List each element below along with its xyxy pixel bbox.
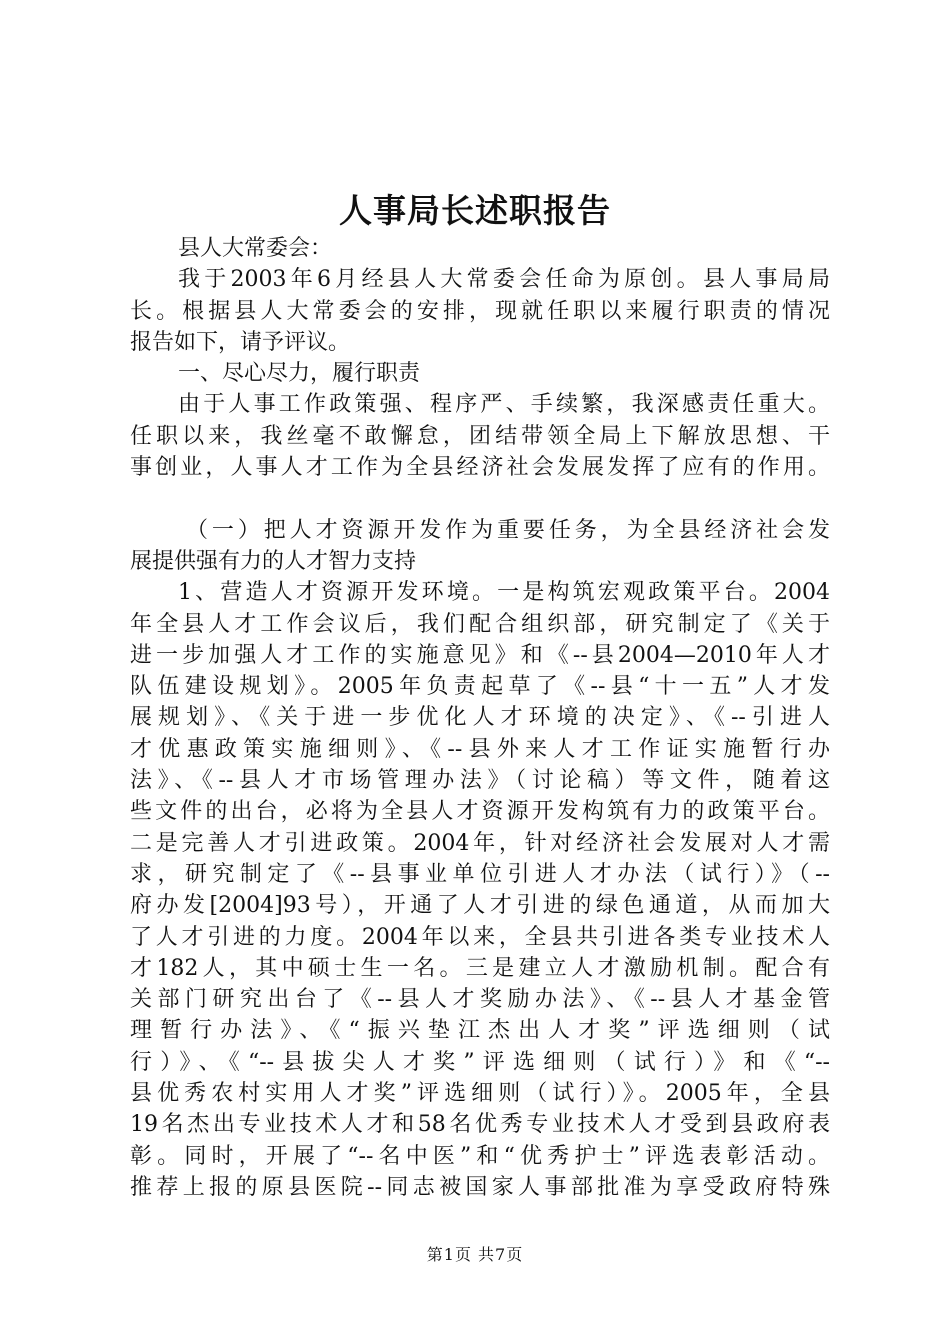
subsection-heading: 展提供强有力的人才智力支持 bbox=[130, 548, 417, 574]
paragraph-line: 报告如下，请予评议。 bbox=[130, 329, 351, 355]
paragraph-line: 展规划》、《关于进一步优化人才环境的决定》、《--引进人 bbox=[130, 705, 830, 731]
paragraph-line: 才优惠政策实施细则》、《--县外来人才工作证实施暂行办 bbox=[130, 736, 830, 762]
section-heading: 一、尽心尽力，履行职责 bbox=[178, 361, 421, 387]
paragraph-line: 队伍建设规划》。2005年负责起草了《--县“十一五”人才发 bbox=[130, 674, 830, 700]
document-body bbox=[130, 233, 830, 1203]
paragraph-line: 进一步加强人才工作的实施意见》和《--县2004—2010年人才 bbox=[130, 642, 830, 668]
paragraph-line: 府办发[2004]93号），开通了人才引进的绿色通道，从而加大 bbox=[130, 893, 830, 919]
paragraph-line: 由于人事工作政策强、程序严、手续繁，我深感责任重大。 bbox=[178, 392, 830, 418]
paragraph-line: 才182人，其中硕士生一名。三是建立人才激励机制。配合有 bbox=[130, 955, 830, 981]
paragraph-line: 彰。同时，开展了“--名中医”和“优秀护士”评选表彰活动。 bbox=[130, 1143, 830, 1169]
document-title: 人事局长述职报告 bbox=[339, 191, 611, 230]
paragraph-line: 了人才引进的力度。2004年以来，全县共引进各类专业技术人 bbox=[130, 924, 830, 950]
paragraph-line: 二是完善人才引进政策。2004年，针对经济社会发展对人才需 bbox=[130, 830, 830, 856]
page-footer: 第1页 共7页 bbox=[426, 1245, 524, 1264]
paragraph-line: 事创业，人事人才工作为全县经济社会发展发挥了应有的作用。 bbox=[130, 455, 830, 481]
paragraph-line: 法》、《--县人才市场管理办法》（讨论稿）等文件，随着这 bbox=[130, 768, 830, 794]
paragraph-line: 我于2003年6月经县人大常委会任命为原创。县人事局局 bbox=[178, 267, 830, 293]
paragraph-line: 任职以来，我丝毫不敢懈怠，团结带领全局上下解放思想、干 bbox=[130, 423, 830, 449]
paragraph-line: 推荐上报的原县医院--同志被国家人事部批准为享受政府特殊 bbox=[130, 1174, 830, 1200]
paragraph-line: 县优秀农村实用人才奖”评选细则（试行）》。2005年，全县 bbox=[130, 1081, 830, 1107]
paragraph-line: 1、营造人才资源开发环境。一是构筑宏观政策平台。2004 bbox=[178, 580, 830, 606]
salutation-line: 县人大常委会： bbox=[178, 236, 333, 261]
paragraph-line: 年全县人才工作会议后，我们配合组织部，研究制定了《关于 bbox=[130, 611, 830, 637]
paragraph-line: 行）》、《“--县拔尖人才奖”评选细则（试行）》和《“-- bbox=[130, 1049, 830, 1075]
paragraph-line: 关部门研究出台了《--县人才奖励办法》、《--县人才基金管 bbox=[130, 987, 830, 1013]
paragraph-line: 求，研究制定了《--县事业单位引进人才办法（试行）》（-- bbox=[130, 861, 830, 887]
paragraph-gap bbox=[130, 483, 830, 514]
subsection-heading: （一）把人才资源开发作为重要任务，为全县经济社会发 bbox=[186, 517, 830, 543]
paragraph-line: 长。根据县人大常委会的安排，现就任职以来履行职责的情况 bbox=[130, 298, 830, 324]
paragraph-line: 理暂行办法》、《“振兴垫江杰出人才奖”评选细则（试 bbox=[130, 1018, 830, 1044]
paragraph-line: 19名杰出专业技术人才和58名优秀专业技术人才受到县政府表 bbox=[130, 1112, 830, 1138]
paragraph-line: 些文件的出台，必将为全县人才资源开发构筑有力的政策平台。 bbox=[130, 799, 830, 825]
